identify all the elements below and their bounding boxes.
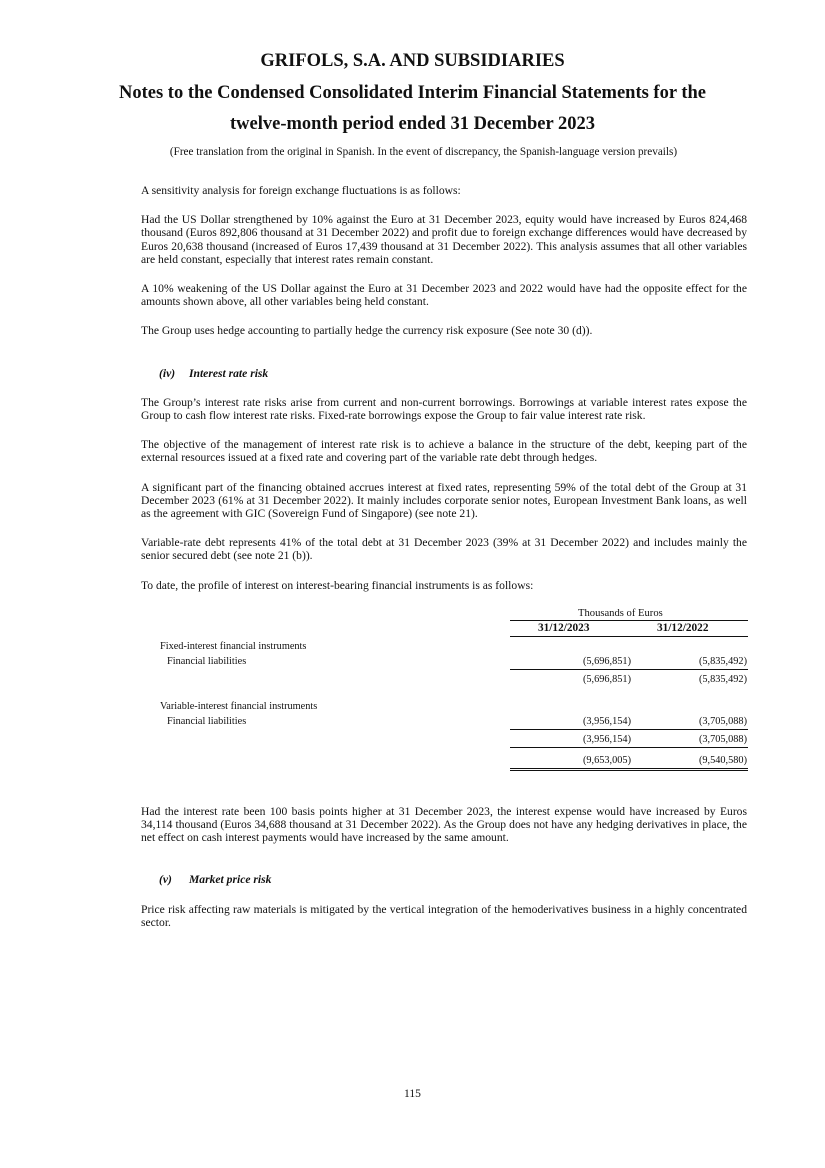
translation-note: (Free translation from the original in Spanish. In the event of discrepancy, the Spanish-language version prevails) bbox=[169, 146, 678, 158]
document-title-line1: Notes to the Condensed Consolidated Interim Financial Statements for the bbox=[118, 83, 706, 103]
total-rule bbox=[510, 768, 748, 769]
paragraph: Had the interest rate been 100 basis points higher at 31 December 2023, the interest expense would have increased by Euros 34,114 thousand (Euros 34,688 thousand at 31 December 2022). As the Group does not have any hedging derivatives in place, the net effect on cash interest payments would have increased by the same amount. bbox=[141, 804, 747, 845]
page-body bbox=[141, 184, 747, 929]
cell-fixed-2022: (5,835,492) bbox=[698, 655, 747, 667]
subtotal-rule bbox=[510, 669, 748, 670]
row-label-fixed-liabilities: Financial liabilities bbox=[167, 655, 247, 667]
cell-grand-total-2023: (9,653,005) bbox=[582, 754, 631, 766]
paragraph: The Group uses hedge accounting to partially hedge the currency risk exposure (See note 30 (d)). bbox=[141, 324, 593, 338]
company-name: GRIFOLS, S.A. AND SUBSIDIARIES bbox=[260, 51, 565, 71]
total-rule-double bbox=[510, 770, 748, 771]
section-number: (iv) bbox=[159, 366, 176, 380]
paragraph: A 10% weakening of the US Dollar against the Euro at 31 December 2023 and 2022 would have had the opposite effect for the amounts shown above, all other variables being held constant. bbox=[141, 282, 747, 309]
table-header-rule bbox=[510, 620, 748, 621]
cell-fixed-2023: (5,696,851) bbox=[582, 655, 631, 667]
cell-fixed-total-2023: (5,696,851) bbox=[582, 673, 631, 685]
column-header-2023: 31/12/2023 bbox=[538, 621, 590, 634]
column-header-2022: 31/12/2022 bbox=[657, 621, 709, 634]
section-heading-market-price-risk bbox=[141, 873, 747, 886]
page-header bbox=[0, 48, 825, 159]
total-rule bbox=[510, 747, 748, 748]
row-label-fixed: Fixed-interest financial instruments bbox=[160, 640, 307, 652]
section-title: Market price risk bbox=[189, 873, 272, 887]
paragraph: To date, the profile of interest on interest-bearing financial instruments is as follows: bbox=[141, 578, 534, 592]
section-heading-interest-rate-risk bbox=[141, 367, 747, 380]
document-title-line2: twelve-month period ended 31 December 2023 bbox=[230, 114, 595, 134]
cell-variable-total-2023: (3,956,154) bbox=[582, 733, 631, 745]
table-header-rule bbox=[510, 636, 748, 637]
paragraph: The Group’s interest rate risks arise from current and non-current borrowings. Borrowings at variable interest rates expose the Group to cash flow interest rate risks. Fixed-rate borrowings expose the Group to fair value interest rate risk. bbox=[141, 395, 747, 423]
cell-variable-2022: (3,705,088) bbox=[698, 715, 747, 727]
cell-variable-2023: (3,956,154) bbox=[582, 715, 631, 727]
paragraph: The objective of the management of interest rate risk is to achieve a balance in the structure of the debt, keeping part of the external resources issued at a fixed rate and covering part of the variable rate debt through hedges. bbox=[141, 438, 747, 465]
cell-grand-total-2022: (9,540,580) bbox=[698, 754, 747, 766]
paragraph: Price risk affecting raw materials is mitigated by the vertical integration of the hemoderivatives business in a highly concentrated sector. bbox=[141, 902, 747, 929]
section-title: Interest rate risk bbox=[189, 366, 269, 380]
paragraph: Variable-rate debt represents 41% of the total debt at 31 December 2023 (39% at 31 December 2022) and includes mainly the senior secured debt (see note 21 (b)). bbox=[141, 536, 747, 563]
table-unit-header: Thousands of Euros bbox=[578, 607, 663, 619]
cell-variable-total-2022: (3,705,088) bbox=[698, 733, 747, 745]
row-label-variable: Variable-interest financial instruments bbox=[160, 700, 318, 712]
paragraph: Had the US Dollar strengthened by 10% against the Euro at 31 December 2023, equity would have increased by Euros 824,468 thousand (Euros 892,806 thousand at 31 December 2022) and profit due to foreign exchange differences would have decreased by Euros 20,638 thousand (increased of Euros 17,439 thousand at 31 December 2022). This analysis assumes that all other variables are held constant, especially that interest rates remain constant. bbox=[141, 213, 747, 266]
row-label-variable-liabilities: Financial liabilities bbox=[167, 715, 247, 727]
cell-fixed-total-2022: (5,835,492) bbox=[698, 673, 747, 685]
subtotal-rule bbox=[510, 729, 748, 730]
paragraph: A sensitivity analysis for foreign exchange fluctuations is as follows: bbox=[141, 184, 461, 197]
paragraph: A significant part of the financing obtained accrues interest at fixed rates, representing 59% of the total debt of the Group at 31 December 2023 (61% at 31 December 2022). It mainly includes corporate senior notes, European Investment Bank loans, as well as the agreement with GIC (Sovereign Fund of Singapore) (see note 21). bbox=[141, 480, 747, 521]
section-number: (v) bbox=[159, 873, 172, 887]
interest-profile-table bbox=[141, 607, 747, 805]
page-number: 115 bbox=[404, 1087, 421, 1100]
